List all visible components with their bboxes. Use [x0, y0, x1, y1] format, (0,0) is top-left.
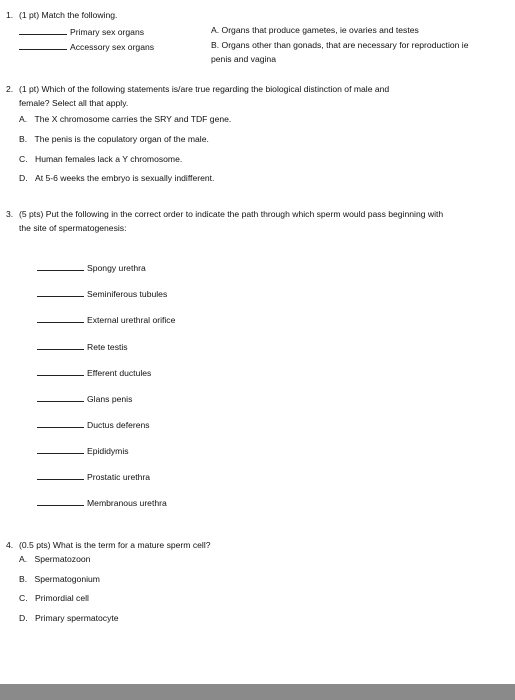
q4-number: 4.: [6, 540, 14, 550]
q4-stem: (0.5 pts) What is the term for a mature sperm cell?: [19, 540, 211, 550]
q1-left-item: Accessory sex organs: [70, 42, 155, 52]
option-letter: B.: [19, 134, 28, 144]
option-letter: D.: [19, 173, 28, 183]
q3-item-label: Spongy urethra: [87, 263, 146, 273]
q3-item-label: Glans penis: [87, 394, 133, 404]
q2-stem-line2: female? Select all that apply.: [19, 98, 129, 108]
option-letter: A.: [19, 554, 28, 564]
option-text: The X chromosome carries the SRY and TDF gene.: [34, 114, 232, 124]
q3-item-label: Efferent ductules: [87, 368, 152, 378]
q2-stem-line1: (1 pt) Which of the following statements is/are true regarding the biological distinction of male and: [19, 84, 390, 94]
q1-match-row-1: [19, 25, 144, 38]
q3-item-label: Ductus deferens: [87, 420, 150, 430]
q4-option-a[interactable]: [19, 554, 90, 565]
q3-order-blank[interactable]: [37, 444, 84, 454]
q4-option-c[interactable]: [19, 593, 89, 604]
option-text: Spermatogonium: [34, 574, 100, 584]
q3-order-row: [37, 261, 146, 274]
option-letter: B.: [19, 574, 28, 584]
q1-right-item-a: A. Organs that produce gametes, ie ovaries and testes: [211, 25, 419, 35]
q3-order-blank[interactable]: [37, 392, 84, 402]
q3-item-label: Seminiferous tubules: [87, 289, 168, 299]
q3-item-label: External urethral orifice: [87, 315, 176, 325]
q1-right-item-b: B. Organs other than gonads, that are necessary for reproduction ie: [211, 40, 469, 50]
q3-item-label: Membranous urethra: [87, 498, 167, 508]
q3-item-label: Rete testis: [87, 342, 128, 352]
q3-stem-line1: (5 pts) Put the following in the correct order to indicate the path through which sperm would pass beginning with: [19, 209, 444, 219]
q2-number: 2.: [6, 84, 14, 94]
q3-order-row: [37, 392, 132, 405]
q1-answer-blank-2[interactable]: [19, 40, 67, 50]
q3-number: 3.: [6, 209, 14, 219]
q3-order-row: [37, 444, 129, 457]
option-letter: C.: [19, 154, 28, 164]
q4-option-b[interactable]: [19, 574, 100, 585]
option-text: Primary spermatocyte: [34, 613, 119, 623]
q2-option-d[interactable]: [19, 173, 214, 184]
q3-item-label: Epididymis: [87, 446, 129, 456]
q4-option-d[interactable]: [19, 613, 119, 624]
q1-right-item-b-cont: penis and vagina: [211, 54, 276, 64]
q2-option-a[interactable]: [19, 114, 231, 125]
q3-order-blank[interactable]: [37, 496, 84, 506]
option-letter: A.: [19, 114, 28, 124]
q3-item-label: Prostatic urethra: [87, 472, 151, 482]
q1-number: 1.: [6, 10, 14, 20]
q3-order-blank[interactable]: [37, 287, 84, 297]
q2-option-c[interactable]: [19, 154, 182, 165]
q3-order-row: [37, 340, 128, 353]
q3-stem-line2: the site of spermatogenesis:: [19, 223, 127, 233]
option-text: Primordial cell: [34, 593, 89, 603]
q3-order-row: [37, 418, 150, 431]
q3-order-row: [37, 470, 150, 483]
option-text: Spermatozoon: [34, 554, 91, 564]
q1-answer-blank-1[interactable]: [19, 25, 67, 35]
q3-order-blank[interactable]: [37, 366, 84, 376]
q3-order-row: [37, 313, 175, 326]
q1-stem: (1 pt) Match the following.: [19, 10, 118, 20]
q1-match-row-2: [19, 40, 154, 53]
q3-order-row: [37, 287, 167, 300]
option-letter: D.: [19, 613, 28, 623]
option-text: At 5-6 weeks the embryo is sexually indifferent.: [34, 173, 215, 183]
q1-left-item: Primary sex organs: [70, 27, 145, 37]
q3-order-blank[interactable]: [37, 313, 84, 323]
option-letter: C.: [19, 593, 28, 603]
bottom-scroll-bar: [0, 684, 515, 700]
option-text: Human females lack a Y chromosome.: [34, 154, 183, 164]
q3-order-row: [37, 496, 167, 509]
q3-order-blank[interactable]: [37, 340, 84, 350]
q3-order-row: [37, 366, 151, 379]
q3-order-blank[interactable]: [37, 261, 84, 271]
q3-order-blank[interactable]: [37, 470, 84, 480]
q3-order-blank[interactable]: [37, 418, 84, 428]
q2-option-b[interactable]: [19, 134, 209, 145]
option-text: The penis is the copulatory organ of the male.: [34, 134, 209, 144]
